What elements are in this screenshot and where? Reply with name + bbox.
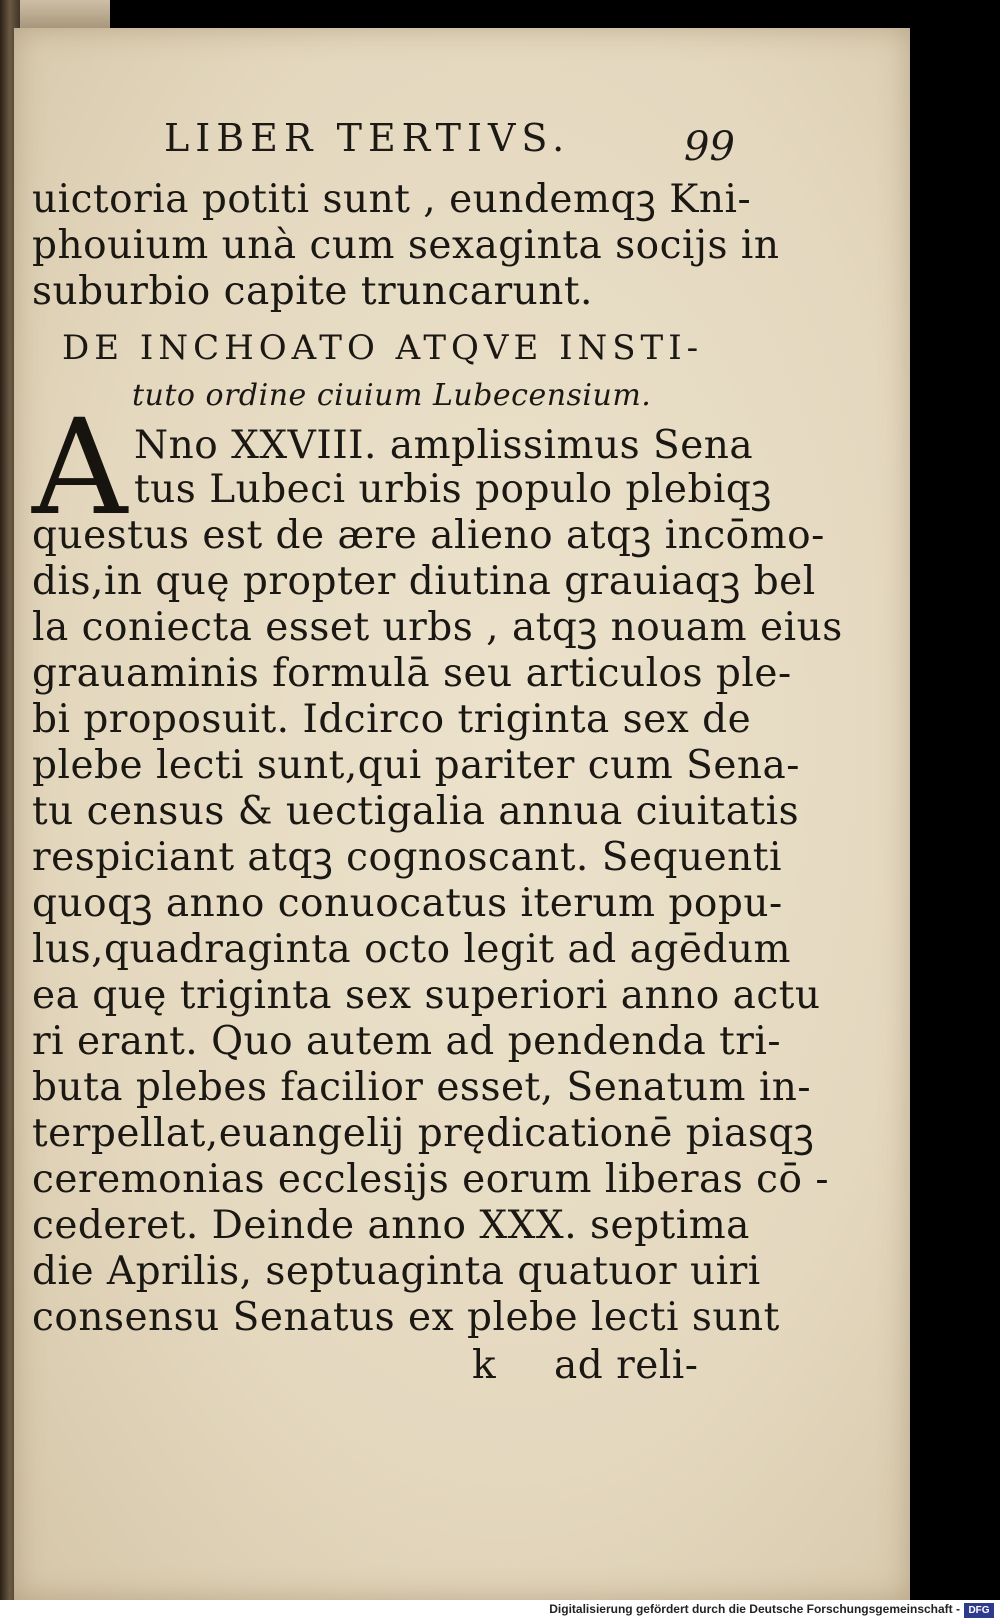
text-line: phouium unà cum sexaginta socijs in: [32, 223, 780, 268]
catchword: ad reli-: [554, 1343, 699, 1388]
dfg-logo: DFG: [964, 1603, 994, 1618]
text-line: respiciant atqꝫ cognoscant. Sequenti: [32, 835, 782, 880]
text-line: uictoria potiti sunt , eundemqꝫ Kni-: [32, 177, 752, 222]
running-title: LIBER TERTIVS.: [164, 116, 571, 160]
text-line: bi proposuit. Idcirco triginta sex de: [32, 697, 752, 742]
running-head: [164, 116, 735, 176]
text-line: consensu Senatus ex plebe lecti sunt: [32, 1295, 780, 1340]
funding-credit: Digitalisierung gefördert durch die Deutsche Forschungsgemeinschaft -: [549, 1602, 960, 1616]
signature-mark: k: [472, 1343, 497, 1388]
text-line: dis,in quę propter diutina grauiaqꝫ bel: [32, 559, 816, 604]
text-line: plebe lecti sunt,qui pariter cum Sena-: [32, 743, 800, 788]
decorated-initial: A: [32, 391, 128, 545]
text-line: la coniecta esset urbs , atqꝫ nouam eius: [32, 605, 843, 650]
text-line: tus Lubeci urbis populo plebiqꝫ: [134, 467, 772, 512]
section-subheading: tuto ordine ciuium Lubecensium.: [132, 378, 652, 413]
text-line: terpellat,euangelij prędicationē piasqꝫ: [32, 1111, 815, 1156]
text-line: tu census & uectigalia annua ciuitatis: [32, 789, 800, 834]
book-page: [14, 28, 910, 1600]
text-line: suburbio capite truncarunt.: [32, 269, 593, 314]
text-line: ri erant. Quo autem ad pendenda tri-: [32, 1019, 782, 1064]
text-line: ceremonias ecclesijs eorum liberas cō -: [32, 1157, 830, 1202]
text-line: Nno XXVIII. amplissimus Sena: [134, 423, 754, 468]
text-line: ea quę triginta sex superiori anno actu: [32, 973, 821, 1018]
text-line: cederet. Deinde anno XXX. septima: [32, 1203, 750, 1248]
text-line: grauaminis formulā seu articulos ple-: [32, 651, 792, 696]
page-number: 99: [684, 124, 735, 170]
text-line: die Aprilis, septuaginta quatuor uiri: [32, 1249, 761, 1294]
text-line: buta plebes facilior esset, Senatum in-: [32, 1065, 812, 1110]
text-line: quoqꝫ anno conuocatus iterum popu-: [32, 881, 783, 926]
section-heading: DE INCHOATO ATQVE INSTI-: [62, 328, 704, 368]
binding-edge: [20, 0, 110, 28]
footer-bar: [0, 1600, 1000, 1621]
text-line: lus,quadraginta octo legit ad agēdum: [32, 927, 791, 972]
text-line: questus est de ære alieno atqꝫ incōmo-: [32, 513, 825, 558]
